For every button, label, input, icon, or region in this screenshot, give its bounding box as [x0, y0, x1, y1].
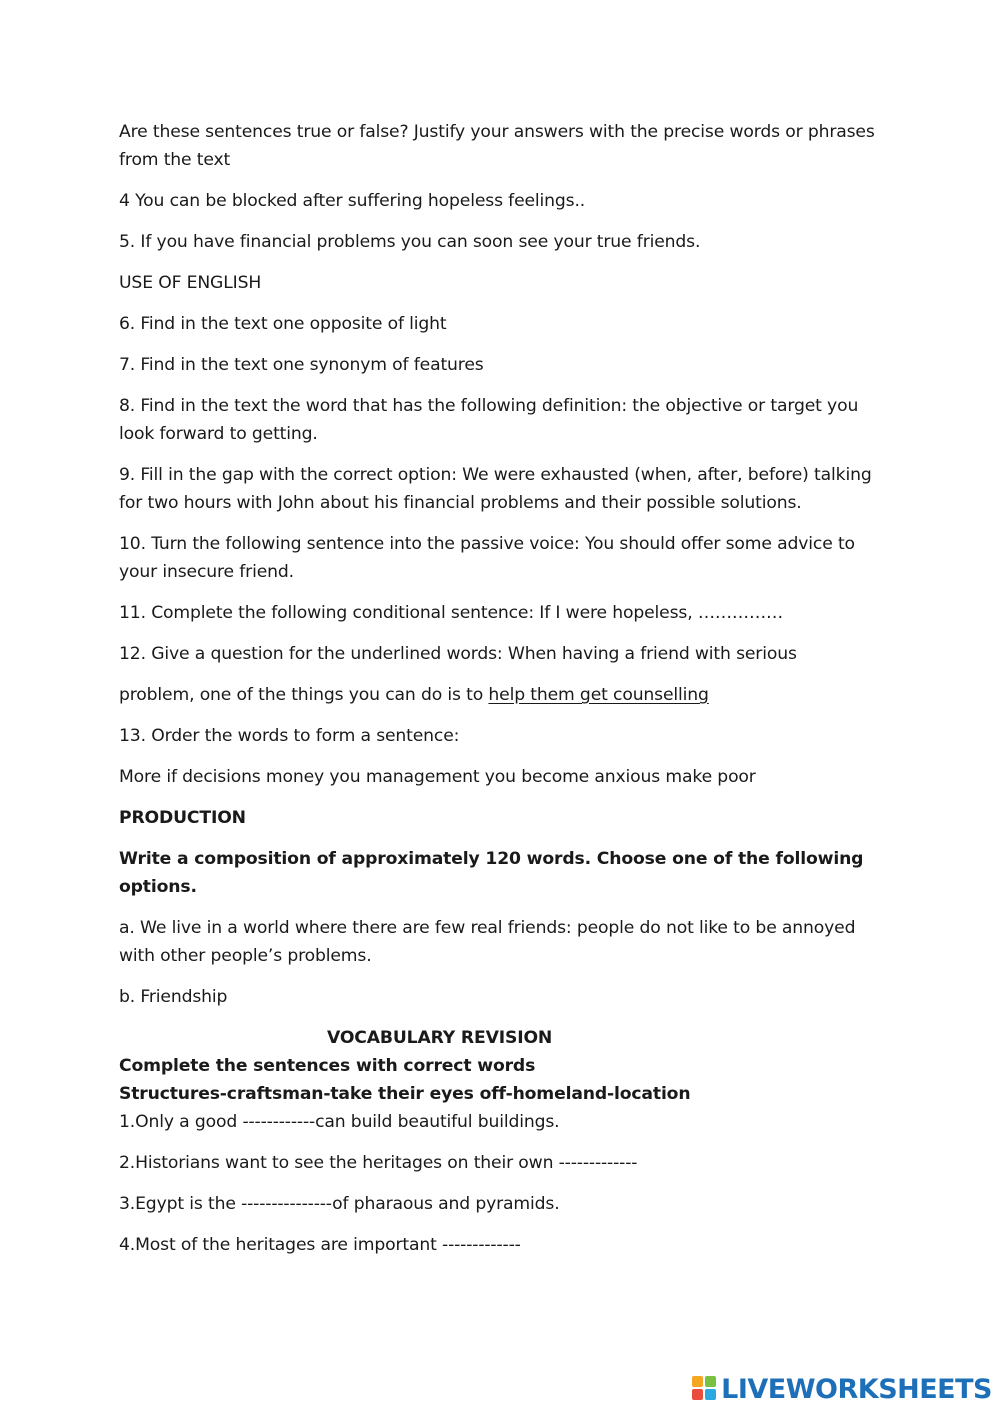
production-option-a: a. We live in a world where there are few real friends: people do not like to be annoyed with other people’s problems.: [119, 918, 856, 966]
vocabulary-item-3: 3.Egypt is the ---------------of pharaous and pyramids.: [119, 1194, 560, 1214]
question-12-line-1: 12. Give a question for the underlined words: When having a friend with serious: [119, 644, 797, 664]
liveworksheets-logo-text: LIVEWORKSHEETS: [721, 1373, 992, 1405]
production-option-b: b. Friendship: [119, 987, 228, 1007]
question-12-underlined: help them get counselling: [488, 685, 709, 705]
liveworksheets-logo-icon: [692, 1376, 718, 1402]
question-12-line-2: [119, 681, 879, 709]
question-11: 11. Complete the following conditional sentence: If I were hopeless, ……………: [119, 603, 784, 623]
vocabulary-title: VOCABULARY REVISION: [327, 1028, 553, 1048]
production-heading: PRODUCTION: [119, 808, 246, 828]
vocabulary-item-2: 2.Historians want to see the heritages on their own -------------: [119, 1153, 638, 1173]
question-13-words: More if decisions money you management you become anxious make poor: [119, 767, 756, 787]
liveworksheets-logo: [692, 1373, 992, 1405]
vocabulary-instruction: Complete the sentences with correct words: [119, 1056, 536, 1076]
worksheet-page: [119, 118, 879, 1272]
true-false-instruction: Are these sentences true or false? Justify your answers with the precise words or phrases from the text: [119, 122, 875, 170]
question-13: 13. Order the words to form a sentence:: [119, 726, 460, 746]
vocabulary-word-bank: Structures-craftsman-take their eyes off-homeland-location: [119, 1084, 691, 1104]
use-of-english-heading: USE OF ENGLISH: [119, 273, 262, 293]
question-7: 7. Find in the text one synonym of features: [119, 355, 484, 375]
question-9: 9. Fill in the gap with the correct option: We were exhausted (when, after, before) talking for two hours with John about his financial problems and their possible solutions.: [119, 465, 872, 513]
production-instruction: Write a composition of approximately 120 words. Choose one of the following options.: [119, 849, 864, 897]
question-5: 5. If you have financial problems you can soon see your true friends.: [119, 232, 701, 252]
question-12-prefix: problem, one of the things you can do is to: [119, 685, 489, 705]
question-10: 10. Turn the following sentence into the passive voice: You should offer some advice to your insecure friend.: [119, 534, 855, 582]
vocabulary-item-1: 1.Only a good ------------can build beautiful buildings.: [119, 1112, 560, 1132]
vocabulary-item-4: 4.Most of the heritages are important -------------: [119, 1235, 521, 1255]
question-8: 8. Find in the text the word that has the following definition: the objective or target you look forward to getting.: [119, 396, 859, 444]
question-4: 4 You can be blocked after suffering hopeless feelings..: [119, 191, 586, 211]
question-6: 6. Find in the text one opposite of light: [119, 314, 447, 334]
